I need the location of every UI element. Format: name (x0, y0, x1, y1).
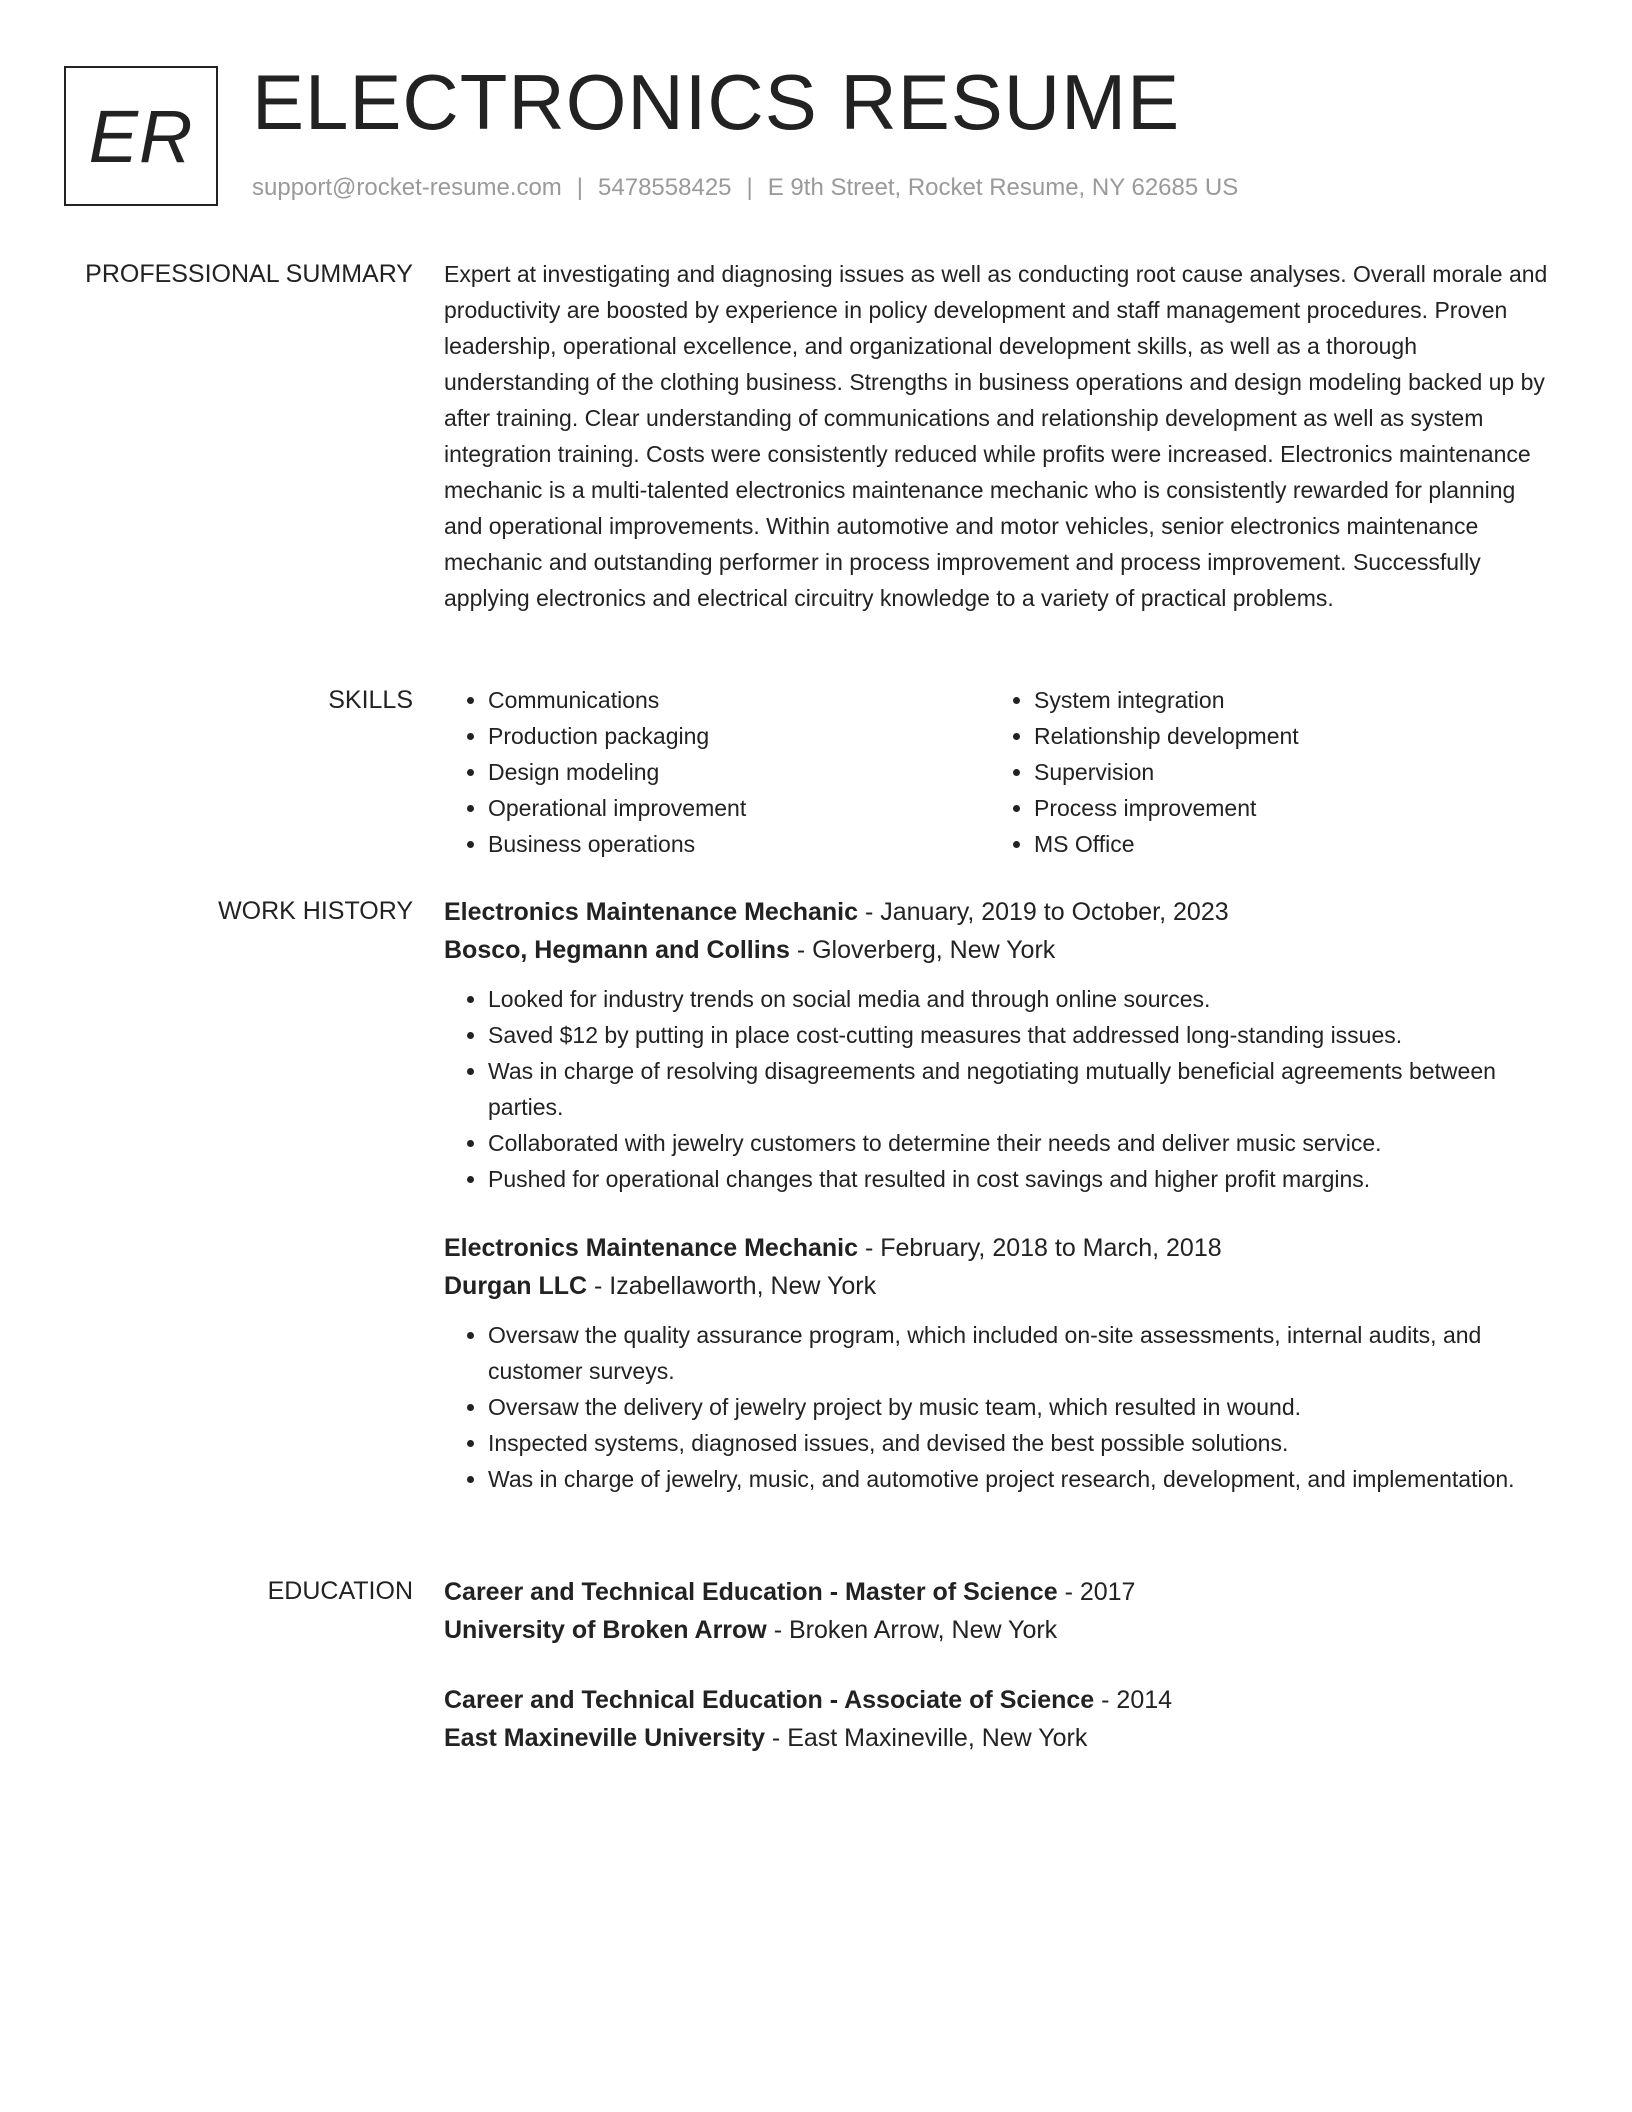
job-bullet: • Was in charge of jewelry, music, and automotive project research, development, and implementation. (488, 1461, 1556, 1497)
skill-item: • System integration (1034, 682, 1536, 718)
job-bullet: • Inspected systems, diagnosed issues, and devised the best possible solutions. (488, 1425, 1556, 1461)
skill-item: • Supervision (1034, 754, 1536, 790)
job-bullet: • Was in charge of resolving disagreements and negotiating mutually beneficial agreements between parties. (488, 1053, 1556, 1125)
job-company: Durgan LLC (444, 1272, 588, 1300)
job-company-line (444, 1267, 1556, 1305)
degree-line (444, 1681, 1556, 1719)
job-bullet: • Oversaw the delivery of jewelry project by music team, which resulted in wound. (488, 1389, 1556, 1425)
contact-separator: | (576, 174, 584, 201)
job-dates: - January, 2019 to October, 2023 (858, 898, 1229, 926)
skill-item: • Design modeling (488, 754, 990, 790)
job-dates: - February, 2018 to March, 2018 (858, 1234, 1222, 1262)
contact-email: support@rocket-resume.com (252, 174, 562, 201)
school: University of Broken Arrow (444, 1616, 767, 1644)
school-location: - Broken Arrow, New York (766, 1616, 1058, 1644)
school-location: - East Maxineville, New York (764, 1724, 1088, 1752)
degree-year: - 2017 (1057, 1578, 1136, 1606)
job-company: Bosco, Hegmann and Collins (444, 936, 790, 964)
resume-title: ELECTRONICS RESUME (252, 58, 1181, 146)
monogram-box (64, 66, 218, 206)
section-label-summary: PROFESSIONAL SUMMARY (85, 260, 413, 288)
contact-separator: | (746, 174, 753, 201)
skills-body (444, 682, 1556, 862)
section-label-education: EDUCATION (267, 1577, 413, 1605)
job-entry (444, 1229, 1556, 1497)
school-line (444, 1719, 1556, 1757)
skill-item: • Production packaging (488, 718, 990, 754)
job-title: Electronics Maintenance Mechanic (444, 1234, 859, 1262)
skill-item: • Business operations (488, 826, 990, 862)
degree-line (444, 1573, 1556, 1611)
skill-item: • Communications (488, 682, 990, 718)
job-bullets (444, 981, 1556, 1197)
skill-item: • Process improvement (1034, 790, 1536, 826)
skills-list-right (990, 682, 1536, 862)
job-entry (444, 893, 1556, 1197)
contact-line (252, 174, 1238, 202)
contact-phone: 5478558425 (598, 174, 732, 201)
degree: Career and Technical Education - Master of Science (444, 1578, 1058, 1606)
school-line (444, 1611, 1556, 1649)
job-title-line (444, 893, 1556, 931)
skills-list-left (444, 682, 990, 862)
section-label-work: WORK HISTORY (218, 897, 413, 925)
school: East Maxineville University (444, 1724, 765, 1752)
job-company-line (444, 931, 1556, 969)
job-location: - Gloverberg, New York (789, 936, 1056, 964)
job-title-line (444, 1229, 1556, 1267)
skill-item: • MS Office (1034, 826, 1536, 862)
education-body (444, 1573, 1556, 1757)
summary-body (444, 256, 1556, 616)
job-bullet: • Oversaw the quality assurance program, which included on-site assessments, internal audits, and customer surveys. (488, 1317, 1556, 1389)
job-bullet: • Saved $12 by putting in place cost-cutting measures that addressed long-standing issues. (488, 1017, 1556, 1053)
job-bullet: • Looked for industry trends on social media and through online sources. (488, 981, 1556, 1017)
job-bullet: • Pushed for operational changes that resulted in cost savings and higher profit margins. (488, 1161, 1556, 1197)
summary-text: Expert at investigating and diagnosing issues as well as conducting root cause analyses. Overall morale and productivity are boosted by experience in policy development and staff management procedures. Proven leadership, operational excellence, and organizational development skills, as well as a thorough understanding of the clothing business. Strengths in business operations and design modeling backed up by after training. Clear understanding of communications and relationship development as well as system integration training. Costs were consistently reduced while profits were increased. Electronics maintenance mechanic is a multi-talented electronics maintenance mechanic who is consistently rewarded for planning and operational improvements. Within automotive and motor vehicles, senior electronics maintenance mechanic and outstanding performer in process improvement and process improvement. Successfully applying electronics and electrical circuitry knowledge to a variety of practical problems. (444, 261, 1548, 611)
education-entry (444, 1573, 1556, 1649)
work-body (444, 893, 1556, 1497)
job-location: - Izabellaworth, New York (587, 1272, 877, 1300)
job-bullet: • Collaborated with jewelry customers to determine their needs and deliver music service. (488, 1125, 1556, 1161)
skill-item: • Operational improvement (488, 790, 990, 826)
degree: Career and Technical Education - Associate of Science (444, 1686, 1095, 1714)
degree-year: - 2014 (1094, 1686, 1173, 1714)
contact-address: E 9th Street, Rocket Resume, NY 62685 US (767, 174, 1239, 201)
monogram-initials: ER (88, 94, 194, 178)
section-label-skills: SKILLS (328, 686, 413, 714)
job-bullets (444, 1317, 1556, 1497)
education-entry (444, 1681, 1556, 1757)
skill-item: • Relationship development (1034, 718, 1536, 754)
job-title: Electronics Maintenance Mechanic (444, 898, 859, 926)
